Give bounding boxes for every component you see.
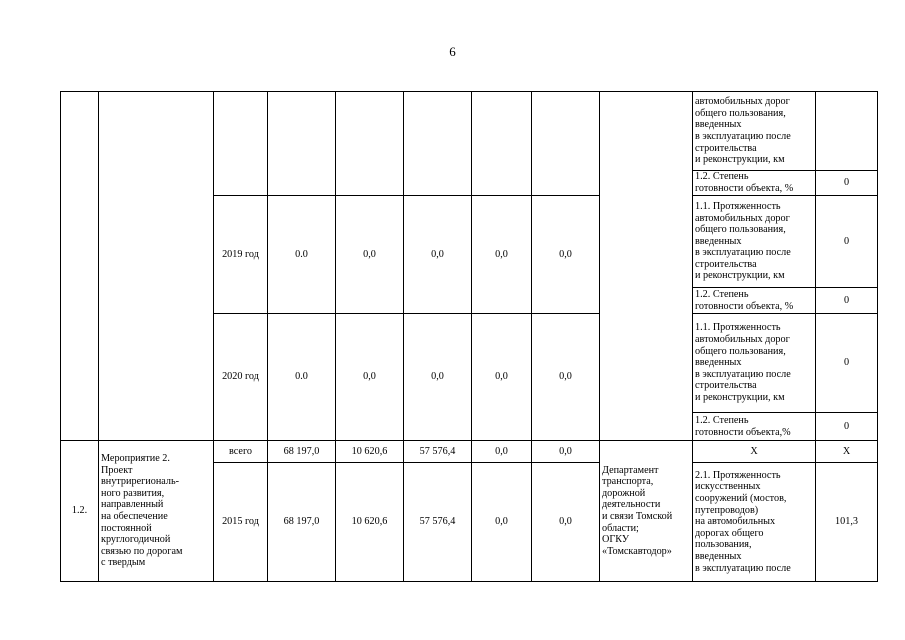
value-cell: 10 620,6 xyxy=(336,463,404,582)
value-cell: 0,0 xyxy=(532,463,600,582)
executor-cell: Департамент транспорта, дорожной деятельности и связи Томской области; ОГКУ «Томскавтодор» xyxy=(600,441,693,582)
page-number: 6 xyxy=(449,44,456,59)
value-cell: 57 576,4 xyxy=(404,463,472,582)
x-mark: Х xyxy=(816,441,878,463)
table-row xyxy=(61,92,878,171)
indicator-value: 0 xyxy=(816,171,878,196)
value-cell xyxy=(404,92,472,196)
indicator-cell: 1.1. Протяженность автомобильных дорог общего пользования, введенных в эксплуатацию после строительства и реконструкции, км xyxy=(693,196,816,288)
value-cell: 0,0 xyxy=(336,196,404,314)
title-cell-continued xyxy=(99,92,214,441)
indicator-cell: 1.2. Степень готовности объекта, % xyxy=(693,171,816,196)
indicator-value: 0 xyxy=(816,288,878,314)
value-cell: 0,0 xyxy=(472,314,532,441)
value-cell xyxy=(532,92,600,196)
value-cell: 68 197,0 xyxy=(268,463,336,582)
year-cell-continued xyxy=(214,92,268,196)
value-cell xyxy=(268,92,336,196)
indicator-value xyxy=(816,92,878,171)
indicator-value: 0 xyxy=(816,413,878,441)
value-cell xyxy=(472,92,532,196)
indicator-cell: 1.1. Протяженность автомобильных дорог общего пользования, введенных в эксплуатацию после строительства и реконструкции, км xyxy=(693,314,816,413)
measure-title: Мероприятие 2. Проект внутрирегиональ- ного развития, направленный на обеспечение постоянной круглогодичной связью по дорогам с твердым xyxy=(99,441,214,582)
year-cell: 2019 год xyxy=(214,196,268,314)
indicator-cell: автомобильных дорог общего пользования, введенных в эксплуатацию после строительства и реконструкции, км xyxy=(693,92,816,171)
indicator-cell: 1.2. Степень готовности объекта,% xyxy=(693,413,816,441)
value-cell: 0,0 xyxy=(472,441,532,463)
value-cell: 0,0 xyxy=(472,463,532,582)
indicator-value: 0 xyxy=(816,314,878,413)
value-cell: 0.0 xyxy=(268,196,336,314)
number-cell-continued xyxy=(61,92,99,441)
value-cell: 0,0 xyxy=(472,196,532,314)
value-cell: 10 620,6 xyxy=(336,441,404,463)
indicator-value: 0 xyxy=(816,196,878,288)
measure-number: 1.2. xyxy=(61,441,99,582)
table-row xyxy=(61,441,878,463)
value-cell: 0.0 xyxy=(268,314,336,441)
value-cell: 0,0 xyxy=(532,314,600,441)
value-cell: 57 576,4 xyxy=(404,441,472,463)
indicator-value: 101,3 xyxy=(816,463,878,582)
indicator-cell: 2.1. Протяженность искусственных сооружений (мостов, путепроводов) на автомобильных дорогах общего пользования, введенных в эксплуатацию после xyxy=(693,463,816,582)
value-cell: 0,0 xyxy=(404,196,472,314)
indicator-cell: 1.2. Степень готовности объекта, % xyxy=(693,288,816,314)
value-cell: 0,0 xyxy=(532,441,600,463)
year-cell: 2015 год xyxy=(214,463,268,582)
program-table xyxy=(60,91,878,582)
value-cell: 0,0 xyxy=(532,196,600,314)
value-cell: 0,0 xyxy=(336,314,404,441)
total-label: всего xyxy=(214,441,268,463)
value-cell xyxy=(336,92,404,196)
value-cell: 68 197,0 xyxy=(268,441,336,463)
value-cell: 0,0 xyxy=(404,314,472,441)
x-mark: Х xyxy=(693,441,816,463)
year-cell: 2020 год xyxy=(214,314,268,441)
executor-cell-continued xyxy=(600,92,693,441)
